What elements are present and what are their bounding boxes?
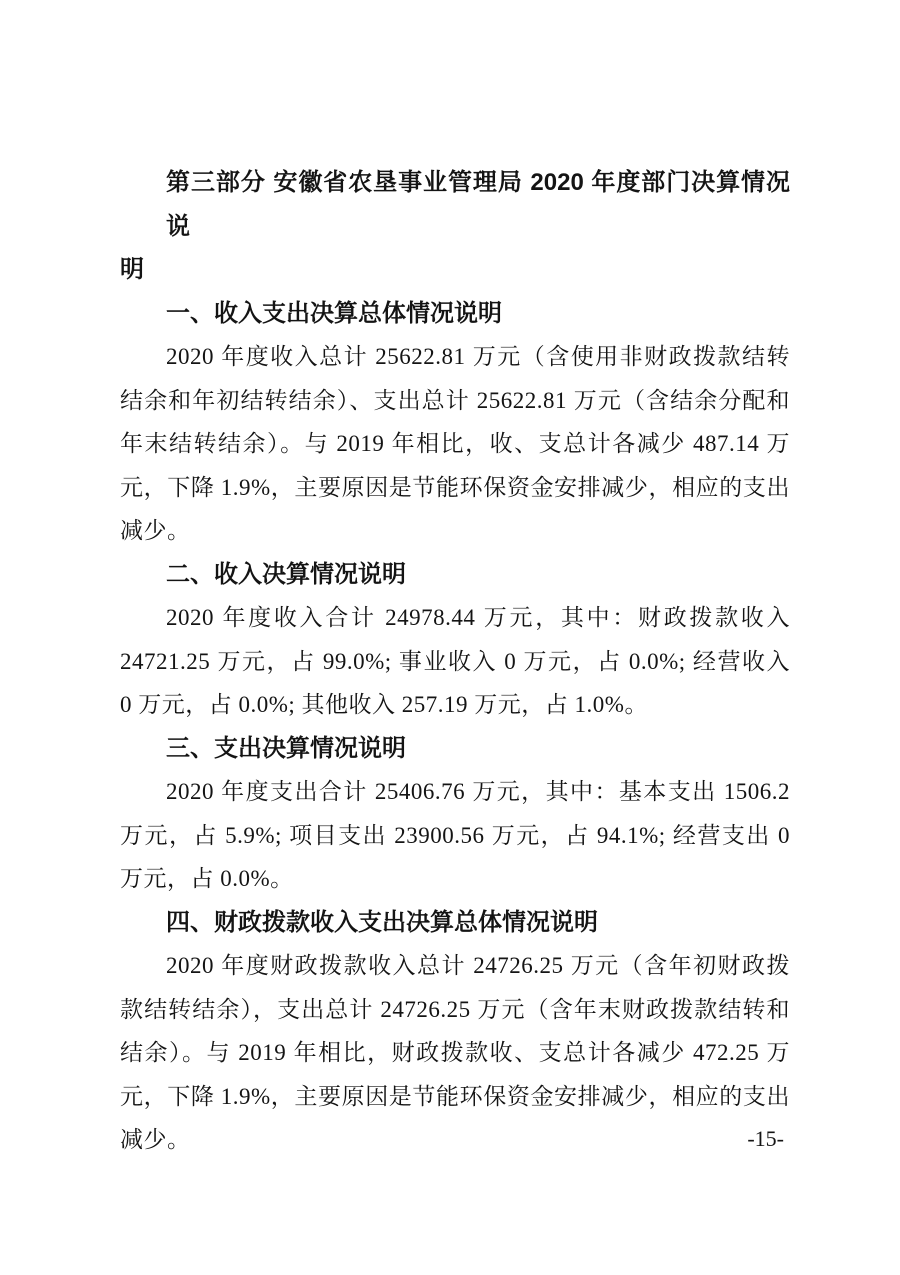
section-3-line-1: 2020 年度支出合计 25406.76 万元，其中：基本支出 1506.2 bbox=[166, 779, 790, 804]
section-3-line-3: 万元，占 0.0%。 bbox=[120, 866, 294, 891]
section-1-line-5: 减少。 bbox=[120, 518, 191, 543]
section-1-line-3: 年末结转结余）。与 2019 年相比，收、支总计各减少 487.14 万 bbox=[120, 431, 790, 456]
section-4-heading: 四、财政拨款收入支出决算总体情况说明 bbox=[166, 908, 598, 936]
section-3-line-2: 万元，占 5.9%; 项目支出 23900.56 万元，占 94.1%; 经营支出 0 bbox=[120, 822, 790, 848]
page-number: -15- bbox=[747, 1126, 784, 1151]
section-1-line-1: 2020 年度收入总计 25622.81 万元（含使用非财政拨款结转 bbox=[166, 344, 790, 369]
section-2-heading: 二、收入决算情况说明 bbox=[166, 560, 406, 588]
section-4-line-4: 元，下降 1.9%，主要原因是节能环保资金安排减少，相应的支出 bbox=[120, 1083, 790, 1109]
section-3-heading: 三、支出决算情况说明 bbox=[166, 734, 406, 762]
section-4-line-2: 款结转结余），支出总计 24726.25 万元（含年末财政拨款结转和 bbox=[120, 996, 790, 1022]
section-1-heading: 一、收入支出决算总体情况说明 bbox=[166, 299, 502, 327]
section-4-line-5: 减少。 bbox=[120, 1127, 191, 1152]
section-2-line-1: 2020 年度收入合计 24978.44 万元，其中：财政拨款收入 bbox=[166, 605, 790, 630]
section-2-line-3: 0 万元，占 0.0%; 其他收入 257.19 万元，占 1.0%。 bbox=[120, 692, 648, 717]
section-2-line-2: 24721.25 万元，占 99.0%; 事业收入 0 万元，占 0.0%; 经营收入 bbox=[120, 648, 790, 674]
document-title-line-2: 明 bbox=[120, 256, 144, 283]
document-title-line-1: 第三部分 安徽省农垦事业管理局 2020 年度部门决算情况说 bbox=[166, 169, 790, 240]
section-1-line-4: 元，下降 1.9%，主要原因是节能环保资金安排减少，相应的支出 bbox=[120, 474, 790, 500]
section-4-line-3: 结余）。与 2019 年相比，财政拨款收、支总计各减少 472.25 万 bbox=[120, 1040, 790, 1065]
section-4-line-1: 2020 年度财政拨款收入总计 24726.25 万元（含年初财政拨 bbox=[166, 953, 790, 978]
section-1-line-2: 结余和年初结转结余）、支出总计 25622.81 万元（含结余分配和 bbox=[120, 387, 790, 413]
document-body bbox=[120, 161, 790, 1162]
